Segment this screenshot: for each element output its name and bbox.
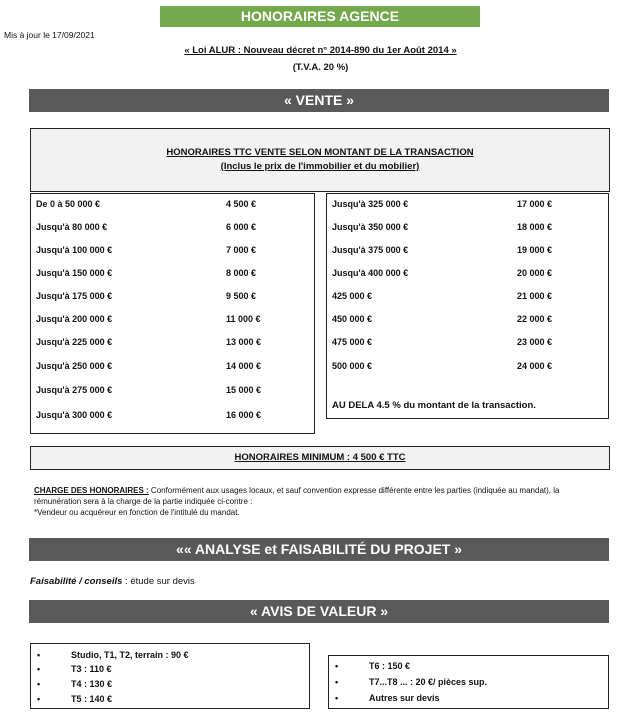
list-item-text: Autres sur devis [369, 693, 440, 703]
fee-row-amount: 7 000 € [226, 245, 257, 255]
minimum-fee-text: HONORAIRES MINIMUM : 4 500 € TTC [234, 452, 406, 463]
bullet-icon: • [335, 677, 339, 687]
fee-row-amount: 9 500 € [226, 291, 257, 301]
vente-table-header [30, 128, 610, 192]
fee-row-amount: 24 000 € [517, 361, 553, 371]
fee-row-threshold: Jusqu'à 225 000 € [36, 337, 113, 347]
charge-des-honoraires [34, 485, 604, 518]
fee-row-threshold: Jusqu'à 100 000 € [36, 245, 113, 255]
list-item-text: T4 : 130 € [71, 679, 113, 689]
minimum-fee-box [30, 446, 610, 470]
fee-row-amount: 21 000 € [517, 291, 553, 301]
fee-table-left [30, 193, 315, 434]
list-item-text: T5 : 140 € [71, 694, 113, 704]
charge-note: *Vendeur ou acquéreur en fonction de l'intitulé du mandat. [34, 508, 240, 517]
fee-row-threshold: De 0 à 50 000 € [36, 199, 101, 209]
beyond-rate-note: AU DELA 4.5 % du montant de la transaction. [332, 400, 536, 411]
avis-list-left [30, 643, 310, 709]
faisabilite-label: Faisabilité / conseils [30, 576, 123, 587]
charge-title: CHARGE DES HONORAIRES : [34, 486, 149, 495]
fee-row-amount: 19 000 € [517, 245, 553, 255]
fee-row-amount: 13 000 € [226, 337, 262, 347]
fee-row-amount: 14 000 € [226, 361, 262, 371]
fee-row-amount: 8 000 € [226, 268, 257, 278]
fee-row-threshold: Jusqu'à 275 000 € [36, 385, 113, 395]
vente-table-title: HONORAIRES TTC VENTE SELON MONTANT DE LA TRANSACTION [166, 147, 474, 158]
list-item-text: T7...T8 ... : 20 €/ pièces sup. [369, 677, 488, 687]
fee-row-threshold: Jusqu'à 200 000 € [36, 314, 113, 324]
vente-section-bar: « VENTE » [29, 89, 609, 112]
fee-row-amount: 16 000 € [226, 410, 262, 420]
update-date: Mis à jour le 17/09/2021 [4, 30, 95, 40]
fee-row-threshold: Jusqu'à 350 000 € [332, 222, 409, 232]
fee-row-threshold: Jusqu'à 375 000 € [332, 245, 409, 255]
vente-table-subtitle: (Inclus le prix de l'immobilier et du mobilier) [220, 161, 420, 172]
fee-row-amount: 22 000 € [517, 314, 553, 324]
fee-row-threshold: 475 000 € [332, 337, 373, 347]
fee-row-threshold: Jusqu'à 400 000 € [332, 268, 409, 278]
fee-table-right [326, 193, 609, 419]
faisabilite-line [30, 576, 195, 587]
bullet-icon: • [37, 664, 41, 674]
fee-row-threshold: 425 000 € [332, 291, 373, 301]
bullet-icon: • [37, 679, 41, 689]
bullet-icon: • [335, 693, 339, 703]
fee-row-amount: 20 000 € [517, 268, 553, 278]
fee-row-amount: 11 000 € [226, 314, 261, 324]
fee-row-threshold: Jusqu'à 300 000 € [36, 410, 113, 420]
fee-row-threshold: Jusqu'à 325 000 € [332, 199, 409, 209]
law-reference-text: « Loi ALUR : Nouveau décret n° 2014-890 du 1er Août 2014 » [184, 45, 457, 56]
avis-section-bar: « AVIS DE VALEUR » [29, 600, 609, 623]
fee-row-amount: 4 500 € [226, 199, 257, 209]
page-title: HONORAIRES AGENCE [160, 6, 480, 27]
list-item-text: T3 : 110 € [71, 664, 112, 674]
fee-row-threshold: Jusqu'à 175 000 € [36, 291, 113, 301]
fee-row-amount: 23 000 € [517, 337, 553, 347]
list-item-text: Studio, T1, T2, terrain : 90 € [71, 650, 189, 660]
analyse-section-bar: «« ANALYSE et FAISABILITÉ DU PROJET » [29, 538, 609, 561]
fee-row-threshold: Jusqu'à 150 000 € [36, 268, 113, 278]
fee-row-threshold: 450 000 € [332, 314, 373, 324]
list-item-text: T6 : 150 € [369, 661, 411, 671]
avis-list-right [328, 655, 609, 709]
fee-row-threshold: Jusqu'à 250 000 € [36, 361, 113, 371]
charge-text: Conformément aux usages locaux, et sauf convention expresse différente entre les parties (indiquée au mandat), la rémunération sera à la charge de la partie indiquée ci-contre : [34, 486, 560, 506]
fee-row-amount: 6 000 € [226, 222, 257, 232]
fee-row-amount: 18 000 € [517, 222, 553, 232]
faisabilite-text: : étude sur devis [122, 576, 195, 587]
bullet-icon: • [37, 694, 41, 704]
tva-rate: (T.V.A. 20 %) [292, 62, 349, 73]
bullet-icon: • [37, 650, 41, 660]
fee-row-amount: 15 000 € [226, 385, 262, 395]
fee-row-amount: 17 000 € [517, 199, 553, 209]
bullet-icon: • [335, 661, 339, 671]
law-reference [0, 45, 641, 56]
fee-row-threshold: 500 000 € [332, 361, 373, 371]
fee-row-threshold: Jusqu'à 80 000 € [36, 222, 108, 232]
